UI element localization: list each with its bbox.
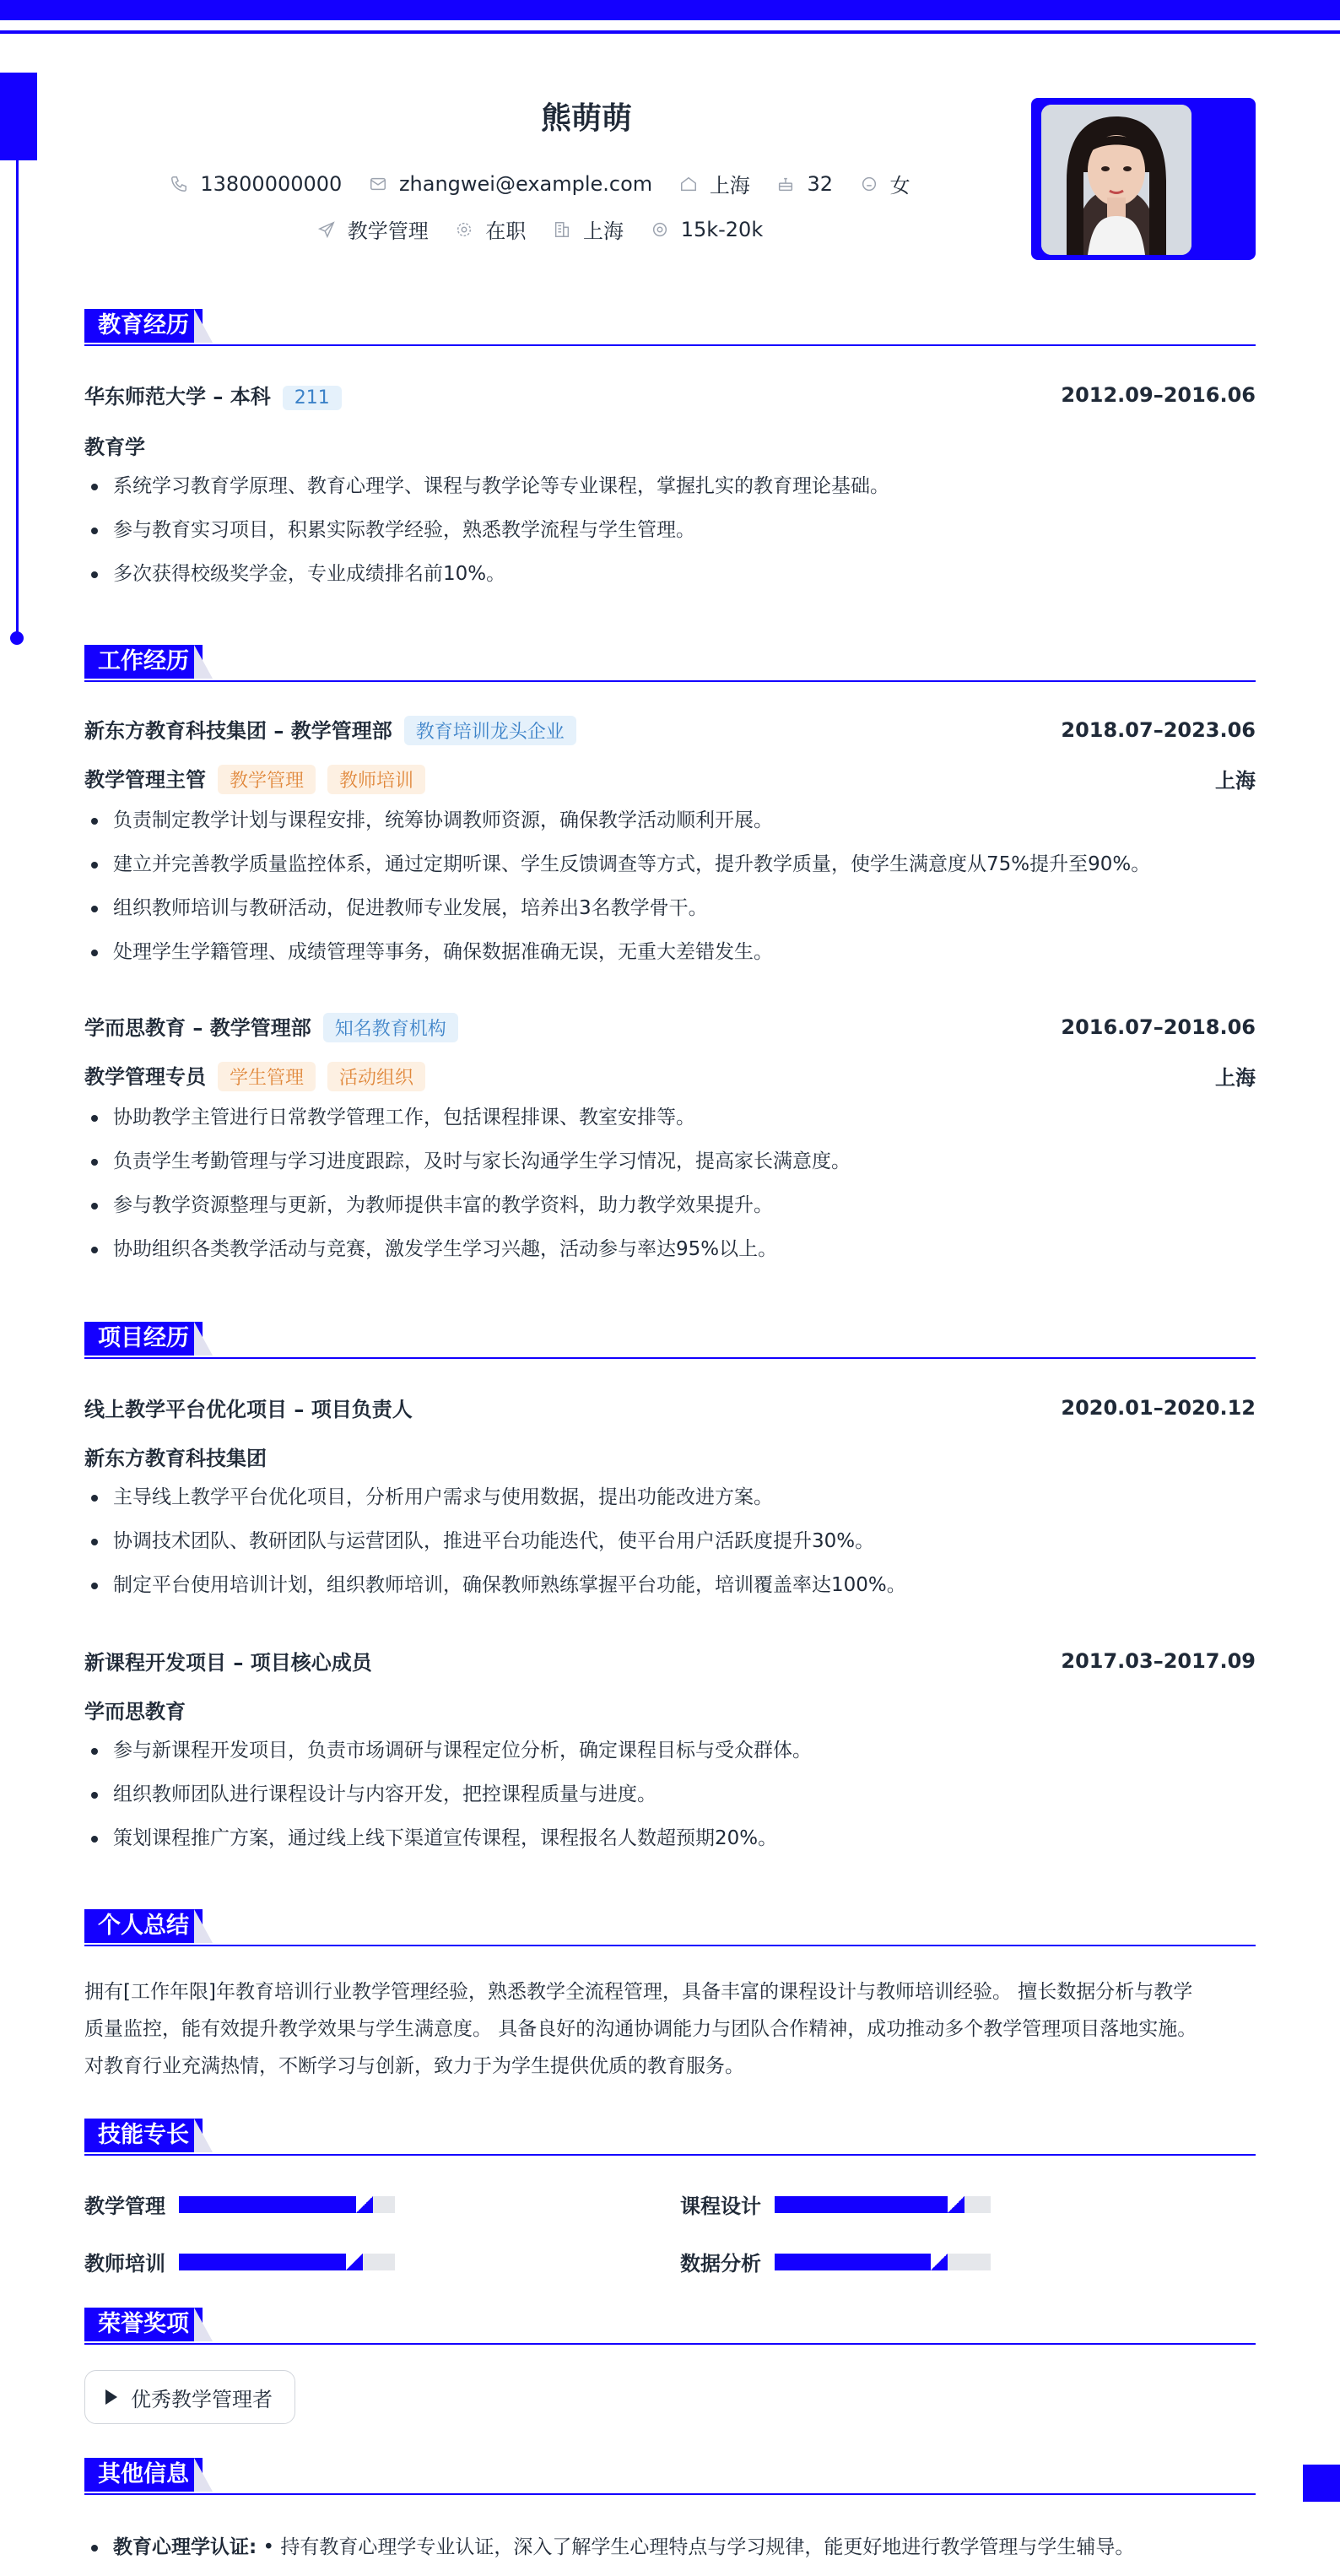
person-face-icon	[860, 175, 878, 193]
section-summary	[84, 1909, 1256, 2095]
paper-plane-icon	[317, 220, 336, 239]
other-text: 持有教育心理学专业认证，深入了解学生心理特点与学习规律，能更好地进行教学管理与学生辅导。	[280, 2536, 1135, 2558]
company-tag: 教育培训龙头企业	[404, 716, 576, 745]
section-title: 其他信息	[84, 2458, 203, 2492]
company-name: 学而思教育 – 教学管理部	[84, 1016, 311, 1040]
company-tag: 知名教育机构	[323, 1013, 458, 1042]
right-accent-block	[1303, 2465, 1340, 2502]
section-title: 工作经历	[84, 645, 203, 679]
section-title: 教育经历	[84, 309, 203, 343]
intent-row	[0, 214, 1080, 244]
section-other	[84, 2458, 1256, 2568]
education-bullets	[84, 464, 1256, 596]
contact-row	[0, 169, 1080, 198]
skill-item	[680, 2189, 991, 2219]
list-item: 协助组织各类教学活动与竞赛，激发学生学习兴趣，活动参与率达95%以上。	[84, 1227, 1256, 1271]
list-item: 处理学生学籍管理、成绩管理等事务，确保数据准确无误，无重大差错发生。	[84, 930, 1256, 974]
work-city: 上海	[1215, 1066, 1256, 1090]
section-work	[84, 645, 1256, 1303]
intent-job: 教学管理	[317, 214, 429, 244]
work-entry-header	[84, 714, 1256, 745]
list-item: 协调技术团队、教研团队与运营团队，推进平台功能迭代，使平台用户活跃度提升30%。	[84, 1519, 1256, 1563]
section-honors	[84, 2308, 1256, 2434]
section-title: 个人总结	[84, 1909, 203, 1943]
education-date: 2012.09–2016.06	[1061, 383, 1256, 407]
skill-bar	[179, 2196, 395, 2213]
list-item: 多次获得校级奖学金，专业成绩排名前10%。	[84, 552, 1256, 596]
play-triangle-icon	[105, 2389, 117, 2405]
role-tag: 教学管理	[218, 765, 316, 794]
project-entry-header	[84, 1646, 1256, 1675]
list-item: 建立并完善教学质量监控体系，通过定期听课、学生反馈调查等方式，提升教学质量，使学生满意度从75%提升至90%。	[84, 842, 1256, 886]
skill-name: 教师培训	[84, 2252, 165, 2276]
top-accent-line	[0, 30, 1340, 34]
award-chip[interactable]	[84, 2370, 295, 2424]
project-entry-header	[84, 1393, 1256, 1422]
award-label: 优秀教学管理者	[131, 2387, 273, 2411]
list-item: 制定平台使用培训计划，组织教师培训，确保教师熟练掌握平台功能，培训覆盖率达100%。	[84, 1563, 1256, 1607]
home-icon	[679, 175, 698, 193]
school-tag: 211	[283, 386, 342, 410]
role-tag: 学生管理	[218, 1062, 316, 1091]
work-entry-header	[84, 1011, 1256, 1042]
skill-bar	[179, 2254, 395, 2270]
list-item: 参与教学资源整理与更新，为教师提供丰富的教学资料，助力教学效果提升。	[84, 1183, 1256, 1227]
role-tag: 教师培训	[327, 765, 425, 794]
skill-item	[84, 2247, 395, 2276]
phone-icon	[170, 175, 188, 193]
skill-item	[680, 2247, 991, 2276]
top-accent-bar	[0, 0, 1340, 20]
work-bullets	[84, 798, 1256, 974]
intent-status: 在职	[455, 214, 526, 244]
list-item: 主导线上教学平台优化项目，分析用户需求与使用数据，提出功能改进方案。	[84, 1475, 1256, 1519]
project-bullets	[84, 1729, 1256, 1860]
list-item: 负责学生考勤管理与学习进度跟踪，及时与家长沟通学生学习情况，提高家长满意度。	[84, 1139, 1256, 1183]
intent-salary: 15k-20k	[651, 218, 764, 241]
skill-name: 课程设计	[680, 2194, 761, 2218]
building-icon	[553, 220, 571, 239]
left-timeline-dot	[10, 631, 24, 645]
skill-item	[84, 2189, 395, 2219]
project-bullets	[84, 1475, 1256, 1607]
section-header	[84, 2119, 1256, 2156]
other-list	[84, 2525, 1256, 2569]
work-date: 2016.07–2018.06	[1061, 1015, 1256, 1039]
list-item: 协助教学主管进行日常教学管理工作，包括课程排课、教室安排等。	[84, 1096, 1256, 1139]
skill-name: 教学管理	[84, 2194, 165, 2218]
project-title: 新课程开发项目 – 项目核心成员	[84, 1651, 372, 1675]
section-header	[84, 2458, 1256, 2495]
school-name: 华东师范大学 – 本科	[84, 385, 271, 409]
section-header	[84, 645, 1256, 682]
avatar	[1041, 105, 1191, 255]
summary-text: 拥有[工作年限]年教育培训行业教学管理经验，熟悉教学全流程管理，具备丰富的课程设计与教师培训经验。 擅长数据分析与教学 质量监控，能有效提升教学效果与学生满意度。 具备良好的沟通协调能力与团队合作精神，成功推动多个教学管理项目落地实施。 对教育行业充满热情，不断学习与创新，致力于为学生提供优质的教育服务。	[84, 1981, 1197, 2077]
project-title: 线上教学平台优化项目 – 项目负责人	[84, 1398, 413, 1421]
section-header	[84, 2308, 1256, 2345]
contact-city: 上海	[679, 169, 750, 198]
work-bullets	[84, 1096, 1256, 1271]
list-item: 组织教师培训与教研活动，促进教师专业发展，培养出3名教学骨干。	[84, 886, 1256, 930]
intent-city: 上海	[553, 214, 624, 244]
work-date: 2018.07–2023.06	[1061, 717, 1256, 742]
cake-icon	[776, 175, 795, 193]
education-entry-header	[84, 380, 1256, 410]
list-item: 参与教育实习项目，积累实际教学经验，熟悉教学流程与学生管理。	[84, 508, 1256, 552]
role-tag: 活动组织	[327, 1062, 425, 1091]
section-education	[84, 309, 1256, 613]
section-header	[84, 309, 1256, 346]
company-name: 新东方教育科技集团 – 教学管理部	[84, 719, 392, 743]
education-major: 教育学	[84, 436, 145, 459]
work-role-row	[84, 1060, 1256, 1091]
skill-bar	[775, 2254, 991, 2270]
list-item: 策划课程推广方案，通过线上线下渠道宣传课程，课程报名人数超预期20%。	[84, 1816, 1256, 1860]
contact-phone: 13800000000	[170, 172, 342, 196]
project-date: 2017.03–2017.09	[1061, 1648, 1256, 1673]
role-title: 教学管理主管	[84, 768, 206, 792]
gear-icon	[455, 220, 473, 239]
list-item: 教育心理学认证: • 持有教育心理学专业认证，深入了解学生心理特点与学习规律，能更好地进行教学管理与学生辅导。	[84, 2525, 1256, 2569]
coin-icon	[651, 220, 669, 239]
section-header	[84, 1909, 1256, 1946]
list-item: 系统学习教育学原理、教育心理学、课程与教学论等专业课程，掌握扎实的教育理论基础。	[84, 464, 1256, 508]
list-item: 组织教师团队进行课程设计与内容开发，把控课程质量与进度。	[84, 1772, 1256, 1816]
contact-age: 32	[776, 172, 833, 196]
role-title: 教学管理专员	[84, 1065, 206, 1089]
project-org: 新东方教育科技集团	[84, 1447, 267, 1470]
work-role-row	[84, 763, 1256, 794]
work-city: 上海	[1215, 769, 1256, 793]
other-label: 教育心理学认证:	[113, 2536, 257, 2558]
contact-gender: 女	[860, 169, 910, 198]
mail-icon	[369, 175, 387, 193]
section-projects	[84, 1322, 1256, 1862]
section-title: 技能专长	[84, 2119, 203, 2152]
section-header	[84, 1322, 1256, 1359]
skill-name: 数据分析	[680, 2252, 761, 2276]
section-title: 荣誉奖项	[84, 2308, 203, 2341]
contact-email: zhangwei@example.com	[369, 172, 652, 196]
project-org: 学而思教育	[84, 1700, 186, 1724]
candidate-name: 熊萌萌	[540, 101, 632, 136]
section-skills	[84, 2119, 1256, 2287]
section-title: 项目经历	[84, 1322, 203, 1356]
list-item: 参与新课程开发项目，负责市场调研与课程定位分析，确定课程目标与受众群体。	[84, 1729, 1256, 1772]
list-item: 负责制定教学计划与课程安排，统筹协调教师资源，确保教学活动顺利开展。	[84, 798, 1256, 842]
skill-bar	[775, 2196, 991, 2213]
project-date: 2020.01–2020.12	[1061, 1395, 1256, 1420]
